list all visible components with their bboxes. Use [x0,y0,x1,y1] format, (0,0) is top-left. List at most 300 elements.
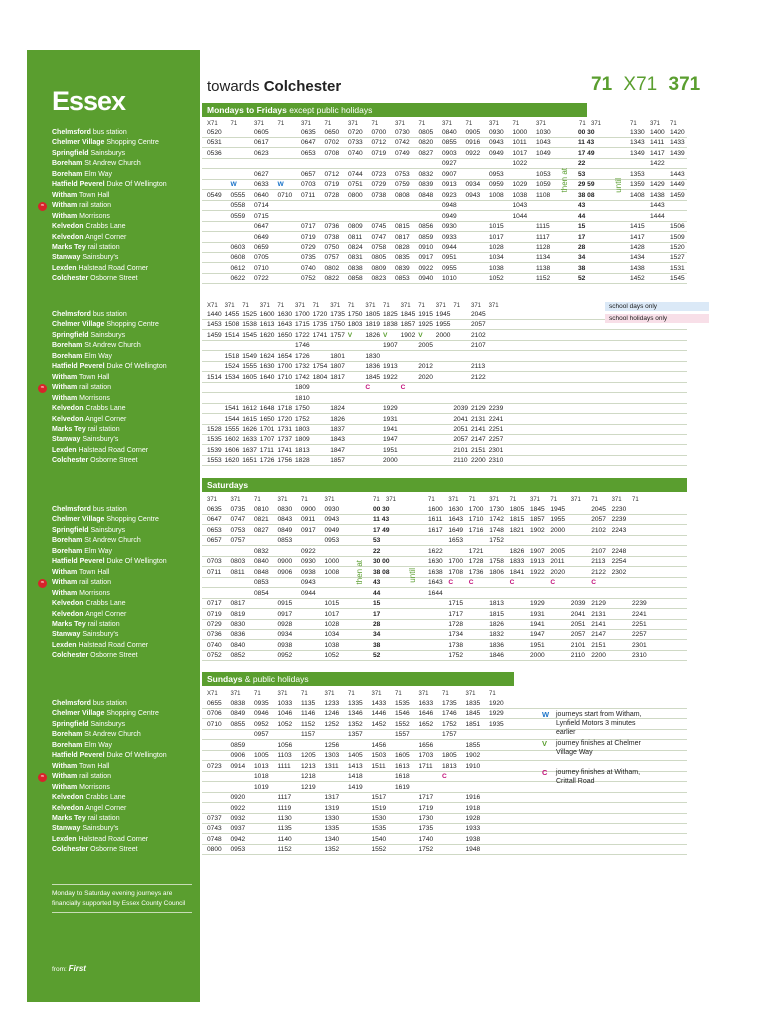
stop-name [52,222,202,232]
time-cell: 0711 [301,191,316,199]
time-cell: 0859 [230,741,246,749]
time-cell [207,589,230,599]
time-cell [278,783,301,793]
time-cell [489,373,512,383]
time-cell [372,201,395,211]
time-cell [395,741,418,751]
time-cell: 1805 [365,311,381,318]
time-cell [489,159,512,169]
route-header: 71 [324,121,332,127]
time-cell [372,730,395,740]
section-title: Mondays to Fridays [207,105,287,115]
stop-detail: Morrisons [77,783,110,791]
time-cell: 1804 [312,373,328,381]
time-cell [231,222,254,232]
time-cell [325,201,348,211]
route-header: 71 [512,121,520,127]
time-cell: 0740 [348,149,363,157]
time-cell: 1303 [324,752,340,760]
time-cell: 1633 [242,436,257,444]
stop-place: Colchester [52,457,89,465]
time-cell [536,201,559,211]
stop-detail: Town Hall [77,568,110,576]
time-cell: 1438 [650,191,665,199]
time-cell: 2122 [471,373,486,381]
time-cell: 1038 [489,264,504,272]
stop-name [52,274,202,284]
time-cell [254,824,277,834]
stop-detail: Town Hall [77,191,110,199]
time-cell [632,589,655,599]
stop-name [52,610,202,620]
stop-name [52,536,202,546]
route-header: 71 [254,691,261,697]
time-cell [301,824,324,834]
section-heading [202,672,514,686]
time-cell: 0722 [254,275,269,283]
time-cell [442,741,465,751]
route-header: 371 [371,691,382,697]
time-cell: C [365,384,371,392]
time-cell: 0938 [301,568,316,576]
time-cell: 1317 [324,794,340,802]
time-cell: W [230,181,237,189]
stop-place: Kelvedon [52,233,84,241]
time-cell: 0917 [301,526,316,534]
time-cell [489,341,512,351]
time-cell: 1855 [465,741,481,749]
time-cell [466,264,489,274]
stop-name [52,456,202,466]
time-cell: 1915 [418,311,433,318]
route-header: 371 [230,497,241,503]
stop-place: Kelvedon [52,610,84,618]
time-cell: 0840 [230,641,246,649]
time-cell [254,845,277,855]
time-cell: 1428 [630,243,645,251]
time-cell: 1701 [259,425,275,433]
stop-place: Colchester [52,275,89,283]
time-cell [325,212,348,222]
then-value: 34 [578,254,586,262]
time-cell: 1813 [442,762,457,770]
time-cell: 1440 [207,311,222,318]
time-cell: 1618 [395,773,410,781]
time-cell [254,630,277,640]
time-cell: 0617 [254,139,269,147]
time-cell: 1056 [277,741,293,749]
time-cell [325,730,348,740]
stop-name [52,201,202,211]
time-cell [395,845,418,855]
time-cell: 1602 [224,436,240,444]
time-cell [231,730,254,740]
time-cell: 1343 [630,139,645,147]
time-cell: 1720 [312,311,328,318]
time-cell: 1000 [324,558,340,566]
destination-label: Colchester [263,78,342,95]
time-cell: 0622 [230,275,246,283]
stop-name [52,373,202,383]
time-cell [489,814,512,824]
time-cell: 0753 [230,526,246,534]
time-cell: 1652 [418,720,434,728]
stop-name [52,253,202,263]
time-cell [419,201,442,211]
time-cell: 0655 [207,700,222,707]
time-cell: 1617 [428,526,443,534]
time-cell: 1838 [383,321,398,329]
time-cell: 2147 [471,436,486,444]
time-cell: 1622 [428,547,443,555]
stop-name [52,762,202,772]
stop-place: Boreham [52,170,83,178]
stop-place: Lexden [52,446,77,454]
stop-name [52,641,202,651]
then-value: 28 [373,620,381,628]
time-cell: 1019 [254,783,269,791]
time-cell: 0952 [254,720,269,728]
time-cell: 1730 [418,814,434,822]
stop-detail: St Andrew Church [82,160,141,168]
stop-place: Witham [52,384,78,392]
time-cell: 1644 [428,589,443,597]
time-cell: 1746 [442,710,457,718]
time-cell: 0751 [348,181,363,189]
time-cell: 1821 [509,526,525,534]
stop-name [52,599,202,609]
time-cell [670,201,693,211]
time-cell: 1851 [465,720,481,728]
stop-place: Marks Tey [52,243,86,251]
essex-logo: Essex [52,86,126,116]
time-cell: 0920 [230,794,246,802]
time-cell: 2241 [632,610,647,618]
time-cell: 1845 [365,373,381,381]
then-at-label: then at [560,168,569,193]
time-cell [442,814,465,824]
stop-detail: rail station [85,425,120,433]
time-cell: 2041 [453,415,469,423]
time-cell [348,845,371,855]
time-cell: 0835 [395,254,410,262]
time-cell: 0647 [254,223,269,231]
time-cell: 0717 [207,600,222,608]
stop-detail: rail station [85,814,120,822]
time-cell [419,772,442,782]
time-cell: 1046 [277,710,293,718]
stop-detail: Morrisons [77,589,110,597]
time-cell: 1346 [348,710,363,718]
route-header: 71 [489,691,496,697]
time-cell: 1422 [650,160,665,168]
time-cell [442,783,465,793]
time-cell: 1005 [254,752,269,760]
time-cell [325,159,348,169]
time-cell: 1411 [650,139,665,147]
time-cell [278,233,301,243]
time-cell: 1417 [630,233,645,241]
time-cell: 1731 [277,425,293,433]
stop-detail: Sainsburys [88,526,126,534]
time-cell: 0748 [207,835,222,843]
time-cell [632,547,655,557]
time-cell: 0800 [207,846,222,854]
time-cell [231,138,254,148]
time-cell: 1157 [301,731,316,739]
time-cell [348,212,371,222]
time-cell: 0559 [230,212,246,220]
route-header: 371 [301,121,312,127]
time-cell: 1018 [254,773,269,781]
time-cell: 1115 [536,223,550,231]
time-cell [670,159,693,169]
time-cell: 1813 [489,600,504,608]
time-cell [372,783,395,793]
stop-place: Boreham [52,741,83,749]
time-cell [489,212,512,222]
time-cell: 0952 [277,652,293,660]
time-cell: 0937 [230,825,246,833]
time-cell: 1130 [277,814,292,822]
time-cell [489,362,512,372]
route-header: 371 [489,121,500,127]
time-cell [207,212,230,222]
route-header: 71 [395,691,402,697]
time-cell: 2131 [591,610,606,618]
time-cell: 0723 [207,762,222,770]
time-cell: 1757 [330,331,345,339]
stop-detail: Morrisons [77,212,110,220]
time-cell: 0916 [465,139,481,147]
time-cell: 1335 [348,700,363,707]
stop-detail: St Andrew Church [82,731,141,739]
time-cell: 0733 [348,139,363,147]
route-header: 71 [670,121,677,127]
stop-name [52,435,202,445]
time-cell: 1710 [277,373,293,381]
time-cell: 1530 [371,814,387,822]
time-cell: 0911 [301,516,316,524]
time-cell [231,170,254,180]
time-cell: 0830 [277,506,293,513]
time-cell [442,835,465,845]
time-cell [513,253,536,263]
route-header: X71 [207,691,218,697]
time-cell: 0744 [348,170,363,178]
time-cell [632,526,655,536]
time-cell: 0650 [324,129,340,136]
stop-detail: Osborne Street [88,846,138,854]
stop-detail: Elm Way [82,547,113,555]
time-cell: 0917 [418,254,434,262]
time-cell: 1545 [242,331,257,339]
stop-name [52,720,202,730]
time-cell: 0749 [395,149,410,157]
time-cell: 0640 [254,191,269,199]
stop-name [52,568,202,578]
time-cell: 0747 [230,516,246,524]
time-cell: 1643 [277,321,293,329]
route-header: 71 [465,121,473,127]
stop-detail: Sainsbury's [80,825,119,833]
time-cell: 0959 [489,181,504,189]
time-cell: 2045 [471,311,486,318]
time-cell [536,159,559,169]
time-cell: 1038 [324,641,340,649]
time-cell: 1828 [295,457,310,465]
route-header: 71 [632,497,639,503]
time-cell: 1806 [489,568,504,576]
time-cell: 1928 [465,814,481,822]
time-cell: 0714 [254,202,269,210]
time-cell: 1750 [347,311,363,318]
time-cell: 0827 [418,149,434,157]
time-cell: 1653 [448,537,464,545]
time-cell: 2102 [591,526,606,534]
time-cell: 0729 [301,243,316,251]
time-cell [278,772,301,782]
time-cell [395,824,418,834]
time-cell: 1434 [630,254,645,262]
time-cell: 1929 [530,600,545,608]
time-cell: 2113 [591,558,606,566]
route-numbers [585,74,700,96]
legend-text: journey finishes at Chelmer Village Way [556,740,641,756]
time-cell [207,159,230,169]
time-cell [489,824,512,834]
time-cell: 0927 [442,160,457,168]
legend-item [542,710,652,737]
time-cell: 0809 [371,264,387,272]
stop-place: Marks Tey [52,814,86,822]
stop-name [52,310,202,320]
time-cell: 1837 [330,425,345,433]
time-cell: 2020 [550,568,566,576]
time-cell [278,222,301,232]
time-cell: 2251 [488,425,504,433]
time-cell: 1555 [242,363,257,371]
time-cell: 1700 [295,311,310,318]
time-cell: 1738 [448,641,464,649]
time-cell: V [347,331,353,339]
until-label: until [408,568,417,583]
time-cell: 0536 [207,149,222,157]
route-header: 371 [207,497,218,503]
time-cell [231,772,254,782]
time-cell [231,159,254,169]
time-cell: 1514 [207,373,222,381]
stop-name [52,630,202,640]
stop-place: Kelvedon [52,804,84,812]
stop-place: Chelmsford [52,311,91,318]
time-cell: 0830 [230,620,246,628]
time-cell: 0858 [348,275,363,283]
time-cell: 1015 [489,223,504,231]
stop-place: Hatfield Peverel [52,181,105,189]
time-cell: 1728 [448,620,464,628]
time-cell: 1752 [489,537,504,545]
time-cell [466,222,489,232]
time-cell: 1742 [295,373,310,381]
stop-name [52,362,202,372]
stop-place: Kelvedon [52,600,84,608]
then-value: 52 [578,275,586,283]
route-header: 371 [611,497,622,503]
time-cell: 1941 [383,425,398,433]
route-header: 371 [386,497,397,503]
time-cell: 1803 [295,425,310,433]
time-cell: 0823 [371,275,387,283]
time-cell [348,159,371,169]
stop-name [52,138,202,148]
time-cell: 1718 [277,405,293,413]
route-header: 71 [383,303,390,309]
time-cell: 1809 [295,436,310,444]
then-value: 17 49 [578,149,595,157]
time-cell: 0905 [465,129,481,136]
time-cell: 1654 [277,352,293,360]
time-cell: 0623 [254,149,269,157]
time-cell: 1735 [418,825,434,833]
time-cell: 0710 [207,720,222,728]
time-cell: 1352 [348,720,363,728]
time-cell: 2000 [530,652,545,660]
stop-place: Chelmer Village [52,516,105,524]
time-cell: 1252 [324,720,340,728]
time-cell [207,741,230,751]
time-cell: 2041 [570,610,586,618]
time-cell: 2107 [471,342,486,350]
stop-detail: rail station [77,384,112,392]
time-cell: 1028 [489,243,504,251]
route-header: 71 [428,497,435,503]
time-cell: 1405 [348,752,363,760]
time-cell [231,547,254,557]
time-cell [254,651,277,661]
time-cell: 1043 [512,202,528,210]
time-cell [395,201,418,211]
stop-detail: Angel Corner [83,415,127,423]
time-cell [301,159,324,169]
time-cell: C [400,384,406,392]
time-cell: 1545 [670,275,685,283]
stop-name [52,233,202,243]
time-cell: 1830 [365,352,381,360]
then-value: 44 [373,589,381,597]
time-cell [254,641,277,651]
time-cell [466,233,489,243]
time-cell: 1218 [301,773,316,781]
stop-detail: St Andrew Church [82,537,141,545]
stop-name [52,383,202,393]
time-cell [278,212,301,222]
time-cell [489,331,512,341]
time-cell: 0817 [230,600,246,608]
stop-place: Chelmer Village [52,710,105,718]
time-cell: 1826 [489,620,504,628]
time-cell: 1710 [468,516,484,524]
time-cell: 1922 [530,568,545,576]
time-cell: 1815 [489,610,504,618]
time-cell [254,741,277,751]
time-cell: 0934 [277,631,293,639]
time-cell: 2200 [591,652,606,660]
time-cell: 0710 [254,264,269,272]
time-cell: C [442,773,447,781]
time-cell [301,804,324,814]
time-cell: 1826 [365,331,381,339]
